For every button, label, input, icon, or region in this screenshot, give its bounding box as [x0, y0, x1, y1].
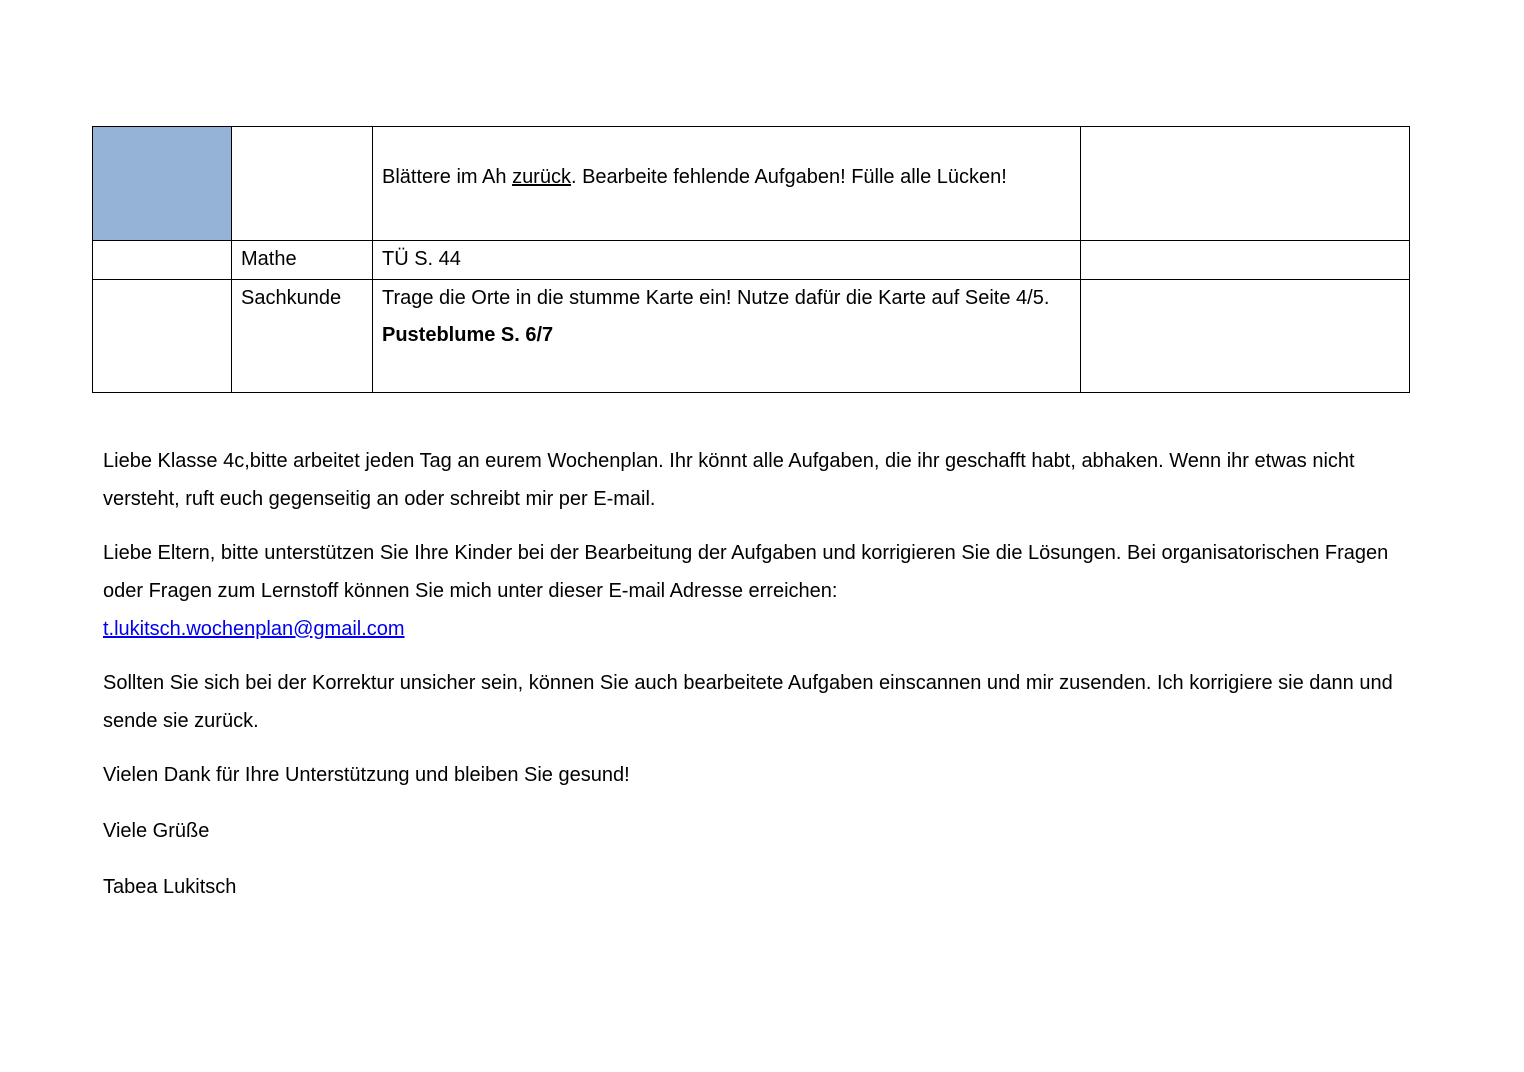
table-row: [93, 280, 1410, 393]
marker-cell: [93, 241, 232, 280]
task-cell: [373, 127, 1081, 241]
subject-cell: Sachkunde: [232, 280, 373, 393]
check-cell[interactable]: [1081, 241, 1410, 280]
parents-text: Liebe Eltern, bitte unterstützen Sie Ihre Kinder bei der Bearbeitung der Aufgaben und korrigieren Sie die Lösungen. Bei organisatorischen Fragen oder Fragen zum Lernstoff können Sie mich unter dieser E-mail Adresse erreichen:: [103, 542, 1389, 602]
letter-paragraph-parents: [103, 534, 1403, 648]
task-bold-text: Pusteblume S. 6/7: [382, 324, 554, 346]
check-cell[interactable]: [1081, 280, 1410, 393]
letter-paragraph-class: Liebe Klasse 4c,bitte arbeitet jeden Tag an eurem Wochenplan. Ihr könnt alle Aufgaben, die ihr geschafft habt, abhaken. Wenn ihr etwas nicht versteht, ruft euch gegenseitig an oder schreibt mir per E-mail.: [103, 450, 1355, 510]
table-row: [93, 127, 1410, 241]
letter-paragraph-thanks: Vielen Dank für Ihre Unterstützung und bleiben Sie gesund!: [103, 764, 630, 786]
task-text: Trage die Orte in die stumme Karte ein! Nutze dafür die Karte auf Seite 4/5.: [382, 287, 1050, 309]
letter-paragraph-correction: Sollten Sie sich bei der Korrektur unsicher sein, können Sie auch bearbeitete Aufgaben einscannen und mir zusenden. Ich korrigiere sie dann und sende sie zurück.: [103, 672, 1393, 732]
task-cell: [373, 280, 1081, 393]
highlight-cell: [93, 127, 232, 241]
task-text: . Bearbeite fehlende Aufgaben! Fülle alle Lücken!: [570, 166, 1007, 188]
table-row: [93, 241, 1410, 280]
task-cell: TÜ S. 44: [373, 241, 1081, 280]
weekly-plan-table: [92, 126, 1410, 393]
letter-signature: Tabea Lukitsch: [103, 876, 237, 898]
letter-greeting: Viele Grüße: [103, 820, 210, 842]
marker-cell: [93, 280, 232, 393]
check-cell[interactable]: [1081, 127, 1410, 241]
subject-cell: [232, 127, 373, 241]
letter-body: [103, 442, 1403, 906]
task-underlined-text: zurück: [512, 166, 571, 188]
task-text: Blättere im Ah: [382, 166, 513, 188]
subject-cell: Mathe: [232, 241, 373, 280]
email-link[interactable]: t.lukitsch.wochenplan@gmail.com: [103, 618, 405, 640]
